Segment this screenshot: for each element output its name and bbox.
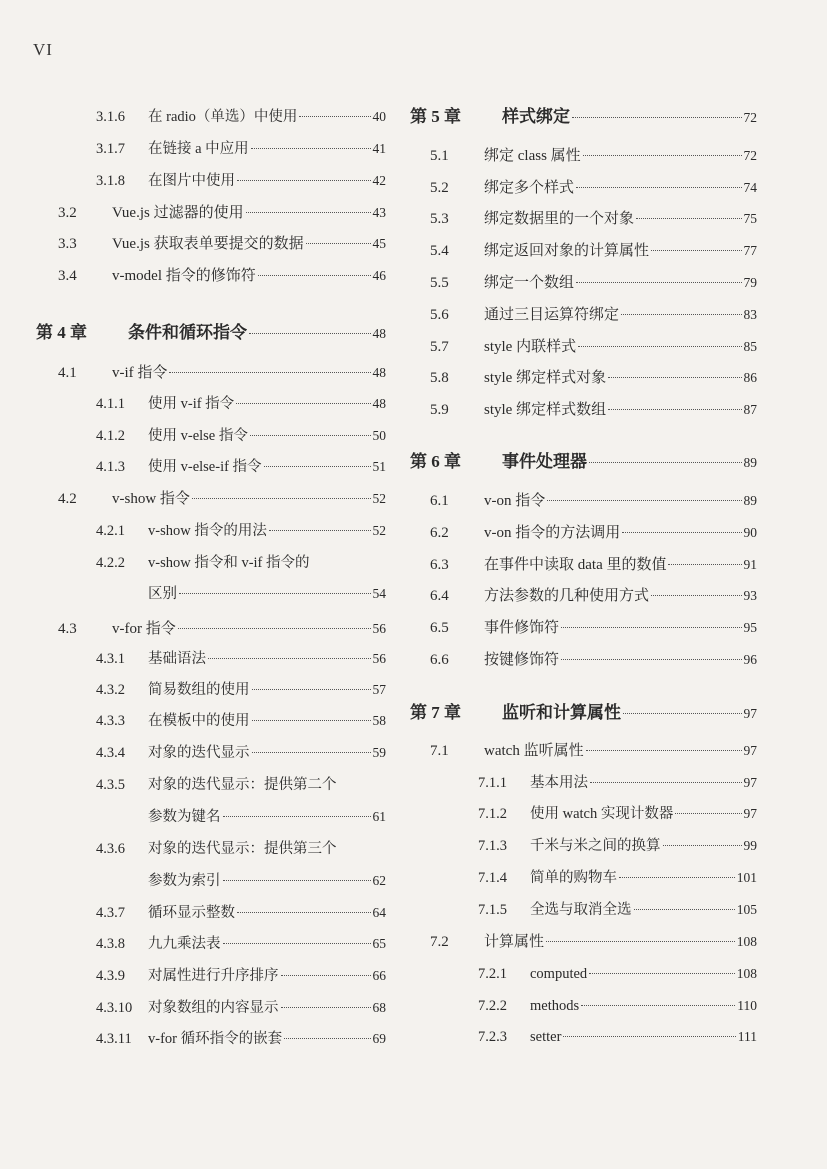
- entry-number: 第 6 章: [410, 452, 461, 471]
- entry-page-number: 42: [372, 173, 386, 188]
- entry-title: methods: [530, 998, 580, 1014]
- toc-entry: [478, 803, 757, 825]
- toc-entry: [478, 899, 757, 921]
- entry-number: 7.1.3: [478, 838, 507, 854]
- entry-title: 绑定返回对象的计算属性: [484, 243, 650, 259]
- dot-leader: [578, 346, 741, 347]
- entry-page-number: 61: [372, 809, 386, 824]
- toc-entry: [96, 742, 386, 764]
- entry-page-number: 52: [372, 491, 386, 506]
- entry-number: 3.3: [58, 236, 77, 252]
- dot-leader: [281, 975, 371, 976]
- toc-entry: [96, 838, 386, 860]
- dot-leader: [563, 1036, 735, 1037]
- entry-page-number: 89: [743, 493, 757, 508]
- entry-number: 7.1.4: [478, 870, 507, 886]
- toc-entry: [430, 208, 757, 230]
- entry-page-number: 48: [372, 396, 386, 411]
- entry-title: v-model 指令的修饰符: [112, 268, 256, 284]
- entry-page-number: 68: [372, 1000, 386, 1015]
- entry-title: 计算属性: [484, 934, 545, 950]
- dot-leader: [269, 530, 371, 531]
- entry-number: 6.1: [430, 493, 449, 509]
- toc-entry: [58, 202, 386, 224]
- entry-number: 4.3.11: [96, 1031, 132, 1047]
- entry-number: 4.3.7: [96, 905, 125, 921]
- page-number: VI: [33, 40, 53, 59]
- toc-entry: [430, 336, 757, 358]
- entry-title: 条件和循环指令: [128, 323, 247, 342]
- dot-leader: [169, 372, 370, 373]
- entry-title: 样式绑定: [502, 107, 570, 126]
- entry-title: computed: [530, 966, 588, 982]
- dot-leader: [237, 912, 371, 913]
- entry-title: v-show 指令: [112, 491, 190, 507]
- entry-page-number: 99: [743, 838, 757, 853]
- toc-entry: [96, 520, 386, 542]
- entry-page-number: 59: [372, 745, 386, 760]
- entry-page-number: 75: [743, 211, 757, 226]
- chapter-entry: [36, 320, 386, 346]
- dot-leader: [634, 909, 735, 910]
- dot-leader: [572, 117, 742, 118]
- toc-entry: [430, 585, 757, 607]
- dot-leader: [583, 155, 742, 156]
- toc-entry: [96, 997, 386, 1019]
- entry-page-number: 105: [736, 902, 757, 917]
- dot-leader: [668, 564, 741, 565]
- entry-page-number: 87: [743, 402, 757, 417]
- dot-leader: [236, 403, 370, 404]
- dot-leader: [237, 180, 371, 181]
- entry-page-number: 91: [743, 557, 757, 572]
- entry-number: 6.5: [430, 620, 449, 636]
- entry-title: 使用 v-if 指令: [148, 396, 235, 412]
- toc-entry: [58, 618, 386, 640]
- toc-entry: [148, 583, 386, 605]
- entry-number: 5.6: [430, 307, 449, 323]
- toc-entry: [96, 679, 386, 701]
- dot-leader: [284, 1038, 370, 1039]
- dot-leader: [299, 116, 370, 117]
- dot-leader: [179, 593, 371, 594]
- toc-entry: [96, 552, 386, 574]
- dot-leader: [581, 1005, 735, 1006]
- toc-entry: [478, 772, 757, 794]
- entry-title: 使用 watch 实现计数器: [530, 806, 674, 822]
- toc-entry: [430, 399, 757, 421]
- dot-leader: [622, 532, 741, 533]
- entry-page-number: 57: [372, 682, 386, 697]
- entry-number: 3.2: [58, 205, 77, 221]
- dot-leader: [675, 813, 741, 814]
- dot-leader: [258, 275, 371, 276]
- toc-entry: [96, 425, 386, 447]
- dot-leader: [252, 720, 371, 721]
- toc-entry: [430, 522, 757, 544]
- entry-page-number: 97: [743, 743, 757, 758]
- entry-title: 使用 v-else 指令: [148, 428, 248, 444]
- dot-leader: [589, 973, 735, 974]
- dot-leader: [576, 187, 741, 188]
- entry-number: 3.1.7: [96, 141, 125, 157]
- entry-number: 3.1.8: [96, 173, 125, 189]
- entry-number: 5.1: [430, 148, 449, 164]
- toc-entry: [96, 965, 386, 987]
- entry-page-number: 64: [372, 905, 386, 920]
- entry-page-number: 89: [743, 455, 757, 470]
- entry-page-number: 77: [743, 243, 757, 258]
- entry-title: 绑定数据里的一个对象: [484, 211, 635, 227]
- entry-number: 7.2.3: [478, 1029, 507, 1045]
- entry-title: 区别: [148, 586, 177, 602]
- entry-page-number: 97: [743, 706, 757, 721]
- toc-entry: [148, 870, 386, 892]
- dot-leader: [192, 498, 371, 499]
- dot-leader: [306, 243, 371, 244]
- toc-entry: [58, 265, 386, 287]
- entry-title: 方法参数的几种使用方式: [484, 588, 650, 604]
- entry-number: 4.2.1: [96, 523, 125, 539]
- entry-page-number: 65: [372, 936, 386, 951]
- chapter-entry: [410, 104, 757, 130]
- dot-leader: [590, 782, 742, 783]
- dot-leader: [223, 880, 371, 881]
- entry-number: 7.2.2: [478, 998, 507, 1014]
- toc-entry: [478, 963, 757, 985]
- entry-number: 4.3.8: [96, 936, 125, 952]
- entry-title: v-show 指令的用法: [148, 523, 267, 539]
- entry-title: 在 radio（单选）中使用: [148, 109, 298, 125]
- dot-leader: [281, 1007, 371, 1008]
- dot-leader: [250, 435, 371, 436]
- entry-page-number: 108: [736, 934, 757, 949]
- toc-entry: [58, 488, 386, 510]
- entry-title: 事件处理器: [502, 452, 587, 471]
- entry-number: 4.3.3: [96, 713, 125, 729]
- toc-entry: [58, 362, 386, 384]
- dot-leader: [178, 628, 371, 629]
- entry-title: v-if 指令: [112, 365, 168, 381]
- toc-entry: [96, 456, 386, 478]
- entry-title: 在模板中的使用: [148, 713, 250, 729]
- dot-leader: [651, 250, 741, 251]
- entry-page-number: 111: [737, 1029, 757, 1044]
- entry-page-number: 96: [743, 652, 757, 667]
- entry-page-number: 72: [743, 110, 757, 125]
- dot-leader: [619, 877, 735, 878]
- entry-page-number: 46: [372, 268, 386, 283]
- entry-page-number: 108: [736, 966, 757, 981]
- entry-number: 5.4: [430, 243, 449, 259]
- entry-title: 千米与米之间的换算: [530, 838, 661, 854]
- toc-entry: [430, 931, 757, 953]
- toc-entry: [430, 617, 757, 639]
- entry-title: 九九乘法表: [148, 936, 221, 952]
- dot-leader: [561, 659, 741, 660]
- entry-number: 4.3.4: [96, 745, 125, 761]
- entry-page-number: 97: [743, 806, 757, 821]
- entry-title: 对象数组的内容显示: [148, 1000, 279, 1016]
- entry-number: 7.1.5: [478, 902, 507, 918]
- entry-page-number: 90: [743, 525, 757, 540]
- entry-page-number: 43: [372, 205, 386, 220]
- entry-page-number: 86: [743, 370, 757, 385]
- toc-entry: [478, 867, 757, 889]
- toc-entry: [430, 490, 757, 512]
- entry-page-number: 66: [372, 968, 386, 983]
- chapter-entry: [410, 449, 757, 475]
- dot-leader: [252, 689, 371, 690]
- entry-title: 简单的购物车: [530, 870, 617, 886]
- entry-number: 4.1.1: [96, 396, 125, 412]
- entry-title: 绑定 class 属性: [484, 148, 581, 164]
- dot-leader: [249, 333, 371, 334]
- entry-page-number: 79: [743, 275, 757, 290]
- dot-leader: [252, 752, 371, 753]
- entry-page-number: 62: [372, 873, 386, 888]
- entry-number: 4.3.2: [96, 682, 125, 698]
- dot-leader: [546, 941, 735, 942]
- toc-entry: [478, 835, 757, 857]
- entry-page-number: 48: [372, 365, 386, 380]
- entry-number: 5.2: [430, 180, 449, 196]
- entry-number: 6.2: [430, 525, 449, 541]
- entry-title: 基础语法: [148, 651, 206, 667]
- entry-title: style 内联样式: [484, 339, 577, 355]
- entry-page-number: 48: [372, 326, 386, 341]
- dot-leader: [246, 212, 371, 213]
- toc-entry: [478, 995, 757, 1017]
- toc-entry: [430, 145, 757, 167]
- entry-number: 3.4: [58, 268, 77, 284]
- entry-title: 参数为索引: [148, 873, 221, 889]
- toc-entry: [96, 393, 386, 415]
- chapter-entry: [410, 700, 757, 726]
- entry-title: 在链接 a 中应用: [148, 141, 249, 157]
- entry-title: Vue.js 获取表单要提交的数据: [112, 236, 304, 252]
- entry-number: 5.5: [430, 275, 449, 291]
- entry-title: 绑定一个数组: [484, 275, 575, 291]
- dot-leader: [547, 500, 741, 501]
- dot-leader: [576, 282, 741, 283]
- entry-page-number: 101: [736, 870, 757, 885]
- toc-entry: [96, 170, 386, 192]
- entry-title: 监听和计算属性: [502, 703, 621, 722]
- dot-leader: [223, 816, 371, 817]
- entry-title: style 绑定样式数组: [484, 402, 607, 418]
- entry-title: setter: [530, 1029, 562, 1045]
- entry-page-number: 95: [743, 620, 757, 635]
- entry-number: 4.3.5: [96, 777, 125, 793]
- entry-page-number: 110: [737, 998, 757, 1013]
- dot-leader: [663, 845, 742, 846]
- dot-leader: [208, 658, 371, 659]
- entry-number: 5.8: [430, 370, 449, 386]
- entry-title: v-show 指令和 v-if 指令的: [148, 555, 310, 571]
- entry-title: 参数为键名: [148, 809, 221, 825]
- toc-entry: [430, 367, 757, 389]
- toc-entry: [430, 649, 757, 671]
- entry-number: 4.2: [58, 491, 77, 507]
- entry-title: Vue.js 过滤器的使用: [112, 205, 244, 221]
- entry-number: 5.9: [430, 402, 449, 418]
- toc-entry: [430, 304, 757, 326]
- entry-number: 4.3.9: [96, 968, 125, 984]
- entry-number: 7.2.1: [478, 966, 507, 982]
- entry-number: 5.3: [430, 211, 449, 227]
- entry-title: 对象的迭代显示: [148, 745, 250, 761]
- entry-number: 4.3: [58, 621, 77, 637]
- entry-number: 4.3.10: [96, 1000, 133, 1016]
- toc-entry: [58, 233, 386, 255]
- toc-entry: [96, 774, 386, 796]
- entry-title: 在图片中使用: [148, 173, 235, 189]
- entry-title: 全选与取消全选: [530, 902, 632, 918]
- entry-title: 按键修饰符: [484, 652, 560, 668]
- entry-title: 在事件中读取 data 里的数值: [484, 557, 667, 573]
- entry-title: 通过三目运算符绑定: [484, 307, 620, 323]
- entry-number: 7.2: [430, 934, 449, 950]
- toc-entry: [430, 272, 757, 294]
- entry-page-number: 97: [743, 775, 757, 790]
- entry-title: v-on 指令的方法调用: [484, 525, 621, 541]
- entry-number: 7.1: [430, 743, 449, 759]
- entry-page-number: 52: [372, 523, 386, 538]
- entry-number: 第 4 章: [36, 323, 87, 342]
- toc-entry: [96, 933, 386, 955]
- toc-entry: [478, 1026, 757, 1048]
- entry-page-number: 58: [372, 713, 386, 728]
- toc-entry: [96, 1028, 386, 1050]
- dot-leader: [223, 943, 371, 944]
- entry-number: 第 5 章: [410, 107, 461, 126]
- dot-leader: [589, 462, 742, 463]
- entry-title: v-on 指令: [484, 493, 546, 509]
- dot-leader: [608, 377, 741, 378]
- entry-page-number: 51: [372, 459, 386, 474]
- entry-number: 6.4: [430, 588, 449, 604]
- entry-number: 6.3: [430, 557, 449, 573]
- entry-number: 4.1.3: [96, 459, 125, 475]
- entry-title: 对属性进行升序排序: [148, 968, 279, 984]
- entry-number: 4.3.6: [96, 841, 125, 857]
- entry-title: watch 监听属性: [484, 743, 584, 759]
- entry-title: style 绑定样式对象: [484, 370, 607, 386]
- entry-page-number: 69: [372, 1031, 386, 1046]
- toc-entry: [96, 106, 386, 128]
- entry-title: 对象的迭代显示：提供第二个: [148, 777, 337, 793]
- entry-page-number: 54: [372, 586, 386, 601]
- entry-title: 对象的迭代显示：提供第三个: [148, 841, 337, 857]
- entry-title: 简易数组的使用: [148, 682, 250, 698]
- entry-number: 第 7 章: [410, 703, 461, 722]
- entry-number: 3.1.6: [96, 109, 125, 125]
- toc-entry: [430, 554, 757, 576]
- entry-title: 基本用法: [530, 775, 588, 791]
- entry-page-number: 45: [372, 236, 386, 251]
- entry-number: 4.2.2: [96, 555, 125, 571]
- entry-page-number: 56: [372, 651, 386, 666]
- entry-title: 循环显示整数: [148, 905, 235, 921]
- entry-page-number: 85: [743, 339, 757, 354]
- toc-entry: [96, 902, 386, 924]
- dot-leader: [586, 750, 742, 751]
- entry-title: v-for 循环指令的嵌套: [148, 1031, 283, 1047]
- entry-page-number: 50: [372, 428, 386, 443]
- dot-leader: [264, 466, 371, 467]
- entry-title: v-for 指令: [112, 621, 176, 637]
- entry-number: 7.1.2: [478, 806, 507, 822]
- dot-leader: [623, 713, 742, 714]
- entry-number: 4.1: [58, 365, 77, 381]
- toc-entry: [430, 240, 757, 262]
- entry-title: 绑定多个样式: [484, 180, 575, 196]
- toc-entry: [430, 740, 757, 762]
- entry-page-number: 74: [743, 180, 757, 195]
- entry-number: 7.1.1: [478, 775, 507, 791]
- toc-entry: [96, 710, 386, 732]
- dot-leader: [651, 595, 741, 596]
- entry-title: 事件修饰符: [484, 620, 560, 636]
- dot-leader: [561, 627, 741, 628]
- dot-leader: [608, 409, 741, 410]
- toc-entry: [96, 138, 386, 160]
- entry-number: 5.7: [430, 339, 449, 355]
- entry-number: 6.6: [430, 652, 449, 668]
- entry-page-number: 93: [743, 588, 757, 603]
- entry-number: 4.1.2: [96, 428, 125, 444]
- dot-leader: [636, 218, 741, 219]
- entry-page-number: 83: [743, 307, 757, 322]
- entry-page-number: 56: [372, 621, 386, 636]
- entry-page-number: 72: [743, 148, 757, 163]
- dot-leader: [251, 148, 371, 149]
- toc-entry: [148, 806, 386, 828]
- toc-entry: [96, 648, 386, 670]
- toc-entry: [430, 177, 757, 199]
- entry-page-number: 40: [372, 109, 386, 124]
- entry-number: 4.3.1: [96, 651, 125, 667]
- dot-leader: [621, 314, 741, 315]
- entry-title: 使用 v-else-if 指令: [148, 459, 262, 475]
- entry-page-number: 41: [372, 141, 386, 156]
